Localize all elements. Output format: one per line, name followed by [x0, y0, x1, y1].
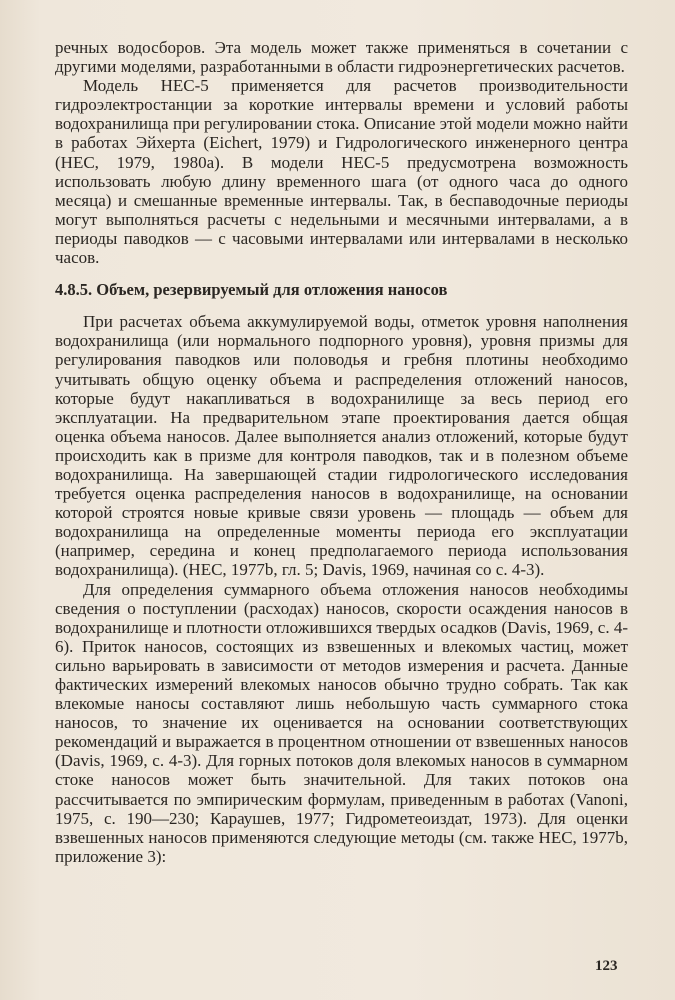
paragraph-continuation: речных водосборов. Эта модель может также применяться в сочетании с другими моделями, разработанными в области гидроэнергетических расчетов.	[55, 38, 628, 77]
page-number: 123	[595, 958, 618, 974]
section-heading: 4.8.5. Объем, резервируемый для отложения наносов	[55, 280, 448, 300]
paragraph-hec5-model: Модель HEC-5 применяется для расчетов производительности гидроэлектростанции за короткие интервалы времени и условий работы водохранилища при регулировании стока. Описание этой модели можно найти в работах Эйхерта (Eichert, 1979) и Гидрологического инженерного центра (HEC, 1979, 1980a). В модели HEC-5 предусмотрена возможность использовать любую длину временного шага (от одного часа до одного месяца) и смешанные временные интервалы. Так, в беспаводочные периоды могут выполняться расчеты с недельными и месячными интервалами, а в периоды паводков — с часовыми интервалами или интервалами в несколько часов.	[55, 76, 628, 268]
paragraph-sediment-total: Для определения суммарного объема отложения наносов необходимы сведения о поступлении (расходах) наносов, скорости осаждения наносов в водохранилище и плотности отложившихся твердых осадков (Davis, 1969, с. 4-6). Приток наносов, состоящих из взвешенных и влекомых частиц, может сильно варьировать в зависимости от методов измерения и расчета. Данные фактических измерений влекомых наносов обычно трудно собрать. Так как влекомые наносы составляют лишь небольшую часть суммарного стока наносов, то значение их оценивается на основании соответствующих рекомендаций и выражается в процентном отношении от взвешенных наносов (Davis, 1969, с. 4-3). Для горных потоков доля влекомых наносов в суммарном стоке наносов может быть значительной. Для таких потоков она рассчитывается по эмпирическим формулам, приведенным в работах (Vanoni, 1975, с. 190—230; Караушев, 1977; Гидрометеоиздат, 1973). Для оценки взвешенных наносов применяются следующие методы (см. также HEC, 1977b, приложение 3):	[55, 579, 628, 866]
text-block	[55, 38, 628, 866]
paragraph-sediment-volume: При расчетах объема аккумулируемой воды, отметок уровня наполнения водохранилища (или нормального подпорного уровня), уровня призмы для регулирования паводков или половодья и гребня плотины необходимо учитывать общую оценку объема и распределения отложений наносов, которые будут накапливаться в водохранилище за весь период его эксплуатации. На предварительном этапе проектирования дается общая оценка объема наносов. Далее выполняется анализ отложений, которые будут происходить как в призме для контроля паводков, так и в полезном объеме водохранилища. На завершающей стадии гидрологического исследования требуется оценка распределения наносов в водохранилище, на основании которой строятся новые кривые связи уровень — площадь — объем для водохранилища на определенные моменты периода его эксплуатации (например, середина и конец предполагаемого периода использования водохранилища). (HEC, 1977b, гл. 5; Davis, 1969, начиная со с. 4-3).	[55, 312, 628, 580]
